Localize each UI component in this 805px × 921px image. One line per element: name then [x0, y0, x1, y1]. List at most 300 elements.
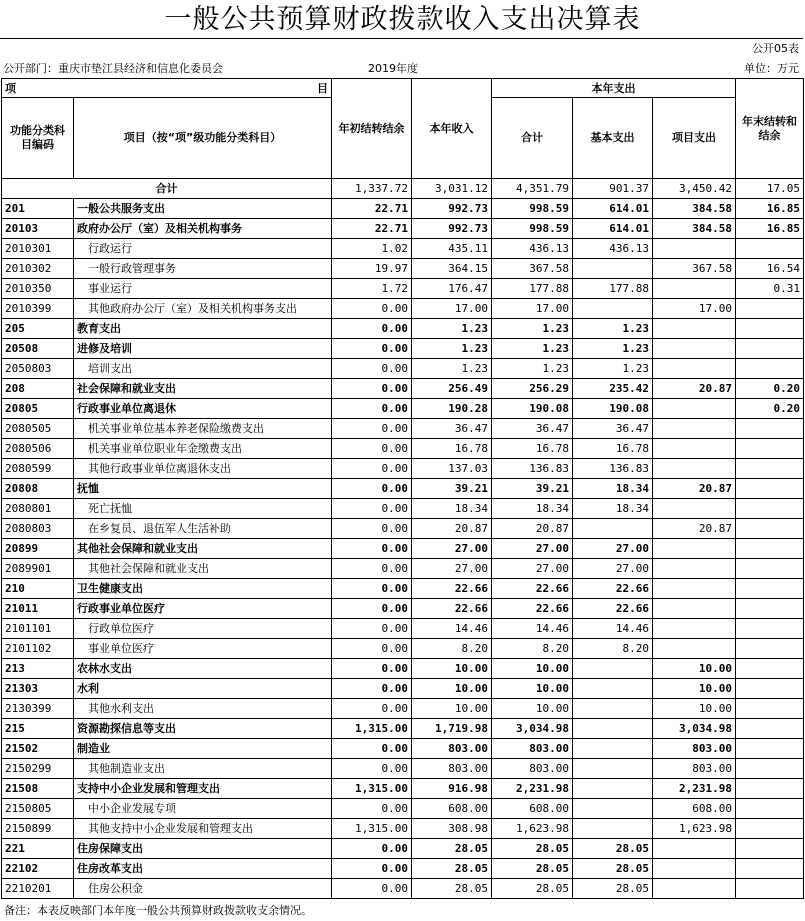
cell-total: 256.29: [492, 379, 573, 399]
cell-name: 水利: [74, 679, 332, 699]
cell-begin: 0.00: [332, 739, 412, 759]
cell-code: 2010399: [2, 299, 74, 319]
header-name: 项目（按“项”级功能分类科目）: [74, 98, 332, 179]
cell-project: 2,231.98: [653, 779, 736, 799]
cell-income: 39.21: [412, 479, 492, 499]
cell-end: 0.20: [736, 379, 804, 399]
cell-project: [653, 359, 736, 379]
table-row: [2, 399, 804, 419]
cell-code: 2101101: [2, 619, 74, 639]
table-row: [2, 199, 804, 219]
cell-total: 436.13: [492, 239, 573, 259]
cell-total: 28.05: [492, 879, 573, 899]
cell-code: 20899: [2, 539, 74, 559]
table-row: [2, 459, 804, 479]
cell-basic: [573, 739, 653, 759]
cell-begin: 1,315.00: [332, 719, 412, 739]
cell-basic: 22.66: [573, 599, 653, 619]
cell-basic: [573, 659, 653, 679]
cell-name: 支持中小企业发展和管理支出: [74, 779, 332, 799]
cell-income: 256.49: [412, 379, 492, 399]
cell-begin: 0.00: [332, 319, 412, 339]
cell-project: 17.00: [653, 299, 736, 319]
cell-code: 21011: [2, 599, 74, 619]
cell-end: 0.31: [736, 279, 804, 299]
table-row: [2, 499, 804, 519]
cell-code: 2080505: [2, 419, 74, 439]
cell-begin: 0.00: [332, 519, 412, 539]
cell-basic: 18.34: [573, 499, 653, 519]
cell-begin: 0.00: [332, 499, 412, 519]
cell-total: 28.05: [492, 839, 573, 859]
cell-income: 1.23: [412, 359, 492, 379]
cell-project: 803.00: [653, 759, 736, 779]
cell-income: 992.73: [412, 219, 492, 239]
table-row: [2, 219, 804, 239]
cell-end: [736, 319, 804, 339]
table-row: [2, 379, 804, 399]
cell-end: 16.85: [736, 219, 804, 239]
header-total: 合计: [492, 98, 573, 179]
cell-project: 10.00: [653, 679, 736, 699]
cell-basic: 16.78: [573, 439, 653, 459]
cell-end: [736, 519, 804, 539]
total-basic: 901.37: [573, 179, 653, 199]
total-end: 17.05: [736, 179, 804, 199]
cell-begin: 0.00: [332, 619, 412, 639]
table-row: [2, 479, 804, 499]
cell-total: 367.58: [492, 259, 573, 279]
cell-name: 机关事业单位基本养老保险缴费支出: [74, 419, 332, 439]
cell-begin: 1,315.00: [332, 779, 412, 799]
cell-income: 1.23: [412, 339, 492, 359]
cell-begin: 0.00: [332, 699, 412, 719]
cell-begin: 0.00: [332, 399, 412, 419]
cell-income: 28.05: [412, 859, 492, 879]
cell-basic: 235.42: [573, 379, 653, 399]
cell-income: 308.98: [412, 819, 492, 839]
cell-code: 2010301: [2, 239, 74, 259]
cell-total: 177.88: [492, 279, 573, 299]
total-label: 合计: [2, 179, 332, 199]
cell-income: 8.20: [412, 639, 492, 659]
cell-end: [736, 819, 804, 839]
total-project: 3,450.42: [653, 179, 736, 199]
cell-basic: [573, 759, 653, 779]
cell-end: [736, 339, 804, 359]
table-row: [2, 519, 804, 539]
form-number-line: [0, 38, 803, 56]
cell-income: 28.05: [412, 879, 492, 899]
cell-code: 2080599: [2, 459, 74, 479]
cell-basic: 18.34: [573, 479, 653, 499]
cell-basic: [573, 299, 653, 319]
cell-total: 608.00: [492, 799, 573, 819]
cell-code: 2010302: [2, 259, 74, 279]
cell-end: [736, 599, 804, 619]
cell-total: 28.05: [492, 859, 573, 879]
cell-project: [653, 239, 736, 259]
cell-basic: [573, 259, 653, 279]
header-code: 功能分类科目编码: [2, 98, 74, 179]
cell-code: 20508: [2, 339, 74, 359]
cell-name: 事业单位医疗: [74, 639, 332, 659]
cell-name: 卫生健康支出: [74, 579, 332, 599]
cell-name: 资源勘探信息等支出: [74, 719, 332, 739]
cell-begin: 0.00: [332, 799, 412, 819]
cell-income: 27.00: [412, 539, 492, 559]
header-basic: 基本支出: [573, 98, 653, 179]
cell-basic: [573, 819, 653, 839]
cell-project: 803.00: [653, 739, 736, 759]
cell-total: 10.00: [492, 699, 573, 719]
cell-code: 2050803: [2, 359, 74, 379]
cell-end: [736, 719, 804, 739]
cell-project: 10.00: [653, 699, 736, 719]
cell-begin: 19.97: [332, 259, 412, 279]
table-row: [2, 359, 804, 379]
cell-total: 3,034.98: [492, 719, 573, 739]
cell-begin: 0.00: [332, 299, 412, 319]
cell-income: 435.11: [412, 239, 492, 259]
cell-end: [736, 699, 804, 719]
footnote: 备注：本表反映部门本年度一般公共预算财政拨款收支余情况。: [4, 904, 312, 917]
cell-end: [736, 639, 804, 659]
table-row: [2, 719, 804, 739]
budget-table: [1, 78, 804, 899]
cell-basic: 1.23: [573, 359, 653, 379]
cell-project: [653, 319, 736, 339]
cell-basic: 190.08: [573, 399, 653, 419]
cell-total: 14.46: [492, 619, 573, 639]
cell-name: 其他政府办公厅（室）及相关机构事务支出: [74, 299, 332, 319]
cell-project: [653, 399, 736, 419]
cell-income: 20.87: [412, 519, 492, 539]
cell-end: [736, 779, 804, 799]
cell-income: 190.28: [412, 399, 492, 419]
cell-name: 中小企业发展专项: [74, 799, 332, 819]
cell-name: 住房改革支出: [74, 859, 332, 879]
cell-name: 行政事业单位医疗: [74, 599, 332, 619]
cell-total: 27.00: [492, 539, 573, 559]
cell-name: 其他行政事业单位离退休支出: [74, 459, 332, 479]
table-row: [2, 579, 804, 599]
table-row: [2, 279, 804, 299]
cell-total: 27.00: [492, 559, 573, 579]
cell-code: 21502: [2, 739, 74, 759]
cell-begin: 0.00: [332, 359, 412, 379]
cell-name: 社会保障和就业支出: [74, 379, 332, 399]
cell-income: 1,719.98: [412, 719, 492, 739]
cell-income: 176.47: [412, 279, 492, 299]
cell-income: 18.34: [412, 499, 492, 519]
cell-basic: [573, 799, 653, 819]
cell-project: 10.00: [653, 659, 736, 679]
cell-code: 215: [2, 719, 74, 739]
cell-name: 农林水支出: [74, 659, 332, 679]
cell-income: 803.00: [412, 739, 492, 759]
cell-income: 992.73: [412, 199, 492, 219]
cell-income: 916.98: [412, 779, 492, 799]
cell-begin: 0.00: [332, 879, 412, 899]
cell-name: 住房保障支出: [74, 839, 332, 859]
cell-name: 教育支出: [74, 319, 332, 339]
table-row: [2, 699, 804, 719]
cell-income: 137.03: [412, 459, 492, 479]
header-this-year-exp: 本年支出: [492, 79, 736, 98]
header-item-right: 目: [317, 81, 328, 95]
cell-code: 2101102: [2, 639, 74, 659]
cell-begin: 0.00: [332, 459, 412, 479]
cell-begin: 0.00: [332, 559, 412, 579]
cell-income: 28.05: [412, 839, 492, 859]
cell-project: 3,034.98: [653, 719, 736, 739]
cell-begin: 0.00: [332, 759, 412, 779]
cell-basic: [573, 779, 653, 799]
cell-total: 136.83: [492, 459, 573, 479]
header-income: 本年收入: [412, 79, 492, 179]
cell-name: 一般行政管理事务: [74, 259, 332, 279]
total-total: 4,351.79: [492, 179, 573, 199]
cell-project: 367.58: [653, 259, 736, 279]
cell-end: [736, 479, 804, 499]
cell-name: 其他社会保障和就业支出: [74, 539, 332, 559]
cell-code: 2150899: [2, 819, 74, 839]
table-row: [2, 839, 804, 859]
cell-total: 39.21: [492, 479, 573, 499]
cell-end: [736, 739, 804, 759]
cell-end: [736, 579, 804, 599]
cell-begin: 22.71: [332, 219, 412, 239]
table-row: [2, 799, 804, 819]
cell-name: 机关事业单位职业年金缴费支出: [74, 439, 332, 459]
cell-code: 2080801: [2, 499, 74, 519]
cell-basic: 614.01: [573, 199, 653, 219]
cell-income: 22.66: [412, 579, 492, 599]
cell-total: 18.34: [492, 499, 573, 519]
cell-code: 2089901: [2, 559, 74, 579]
cell-basic: 22.66: [573, 579, 653, 599]
cell-income: 10.00: [412, 679, 492, 699]
cell-begin: 0.00: [332, 539, 412, 559]
cell-code: 2010350: [2, 279, 74, 299]
cell-code: 2150299: [2, 759, 74, 779]
cell-end: [736, 619, 804, 639]
cell-total: 2,231.98: [492, 779, 573, 799]
cell-project: [653, 539, 736, 559]
cell-end: [736, 539, 804, 559]
cell-total: 1,623.98: [492, 819, 573, 839]
cell-end: [736, 459, 804, 479]
cell-end: 0.20: [736, 399, 804, 419]
header-begin: 年初结转结余: [332, 79, 412, 179]
cell-basic: 614.01: [573, 219, 653, 239]
cell-income: 10.00: [412, 659, 492, 679]
cell-basic: 28.05: [573, 839, 653, 859]
table-row: [2, 639, 804, 659]
total-row: [2, 179, 804, 199]
cell-project: [653, 559, 736, 579]
info-line: [0, 59, 803, 76]
cell-income: 10.00: [412, 699, 492, 719]
cell-name: 制造业: [74, 739, 332, 759]
cell-project: [653, 419, 736, 439]
cell-basic: 8.20: [573, 639, 653, 659]
cell-project: 20.87: [653, 519, 736, 539]
total-begin: 1,337.72: [332, 179, 412, 199]
cell-end: [736, 659, 804, 679]
cell-project: [653, 339, 736, 359]
cell-end: [736, 439, 804, 459]
header-item: 项: [5, 81, 16, 95]
table-row: [2, 439, 804, 459]
cell-begin: 0.00: [332, 479, 412, 499]
cell-project: 384.58: [653, 219, 736, 239]
cell-basic: [573, 679, 653, 699]
cell-name: 培训支出: [74, 359, 332, 379]
cell-project: 384.58: [653, 199, 736, 219]
department: 公开部门：重庆市垫江县经济和信息化委员会: [3, 62, 223, 75]
cell-begin: 22.71: [332, 199, 412, 219]
unit-label: 单位：万元: [744, 62, 799, 75]
cell-project: [653, 499, 736, 519]
table-row: [2, 759, 804, 779]
cell-begin: 0.00: [332, 439, 412, 459]
cell-end: [736, 359, 804, 379]
cell-basic: 28.05: [573, 879, 653, 899]
cell-total: 8.20: [492, 639, 573, 659]
cell-total: 1.23: [492, 319, 573, 339]
table-row: [2, 879, 804, 899]
cell-code: 2210201: [2, 879, 74, 899]
cell-end: [736, 239, 804, 259]
cell-total: 803.00: [492, 759, 573, 779]
cell-code: 20805: [2, 399, 74, 419]
cell-name: 住房公积金: [74, 879, 332, 899]
cell-name: 行政事业单位离退休: [74, 399, 332, 419]
cell-end: [736, 799, 804, 819]
cell-income: 803.00: [412, 759, 492, 779]
cell-name: 其他制造业支出: [74, 759, 332, 779]
table-row: [2, 319, 804, 339]
cell-project: 608.00: [653, 799, 736, 819]
table-row: [2, 539, 804, 559]
cell-begin: 0.00: [332, 599, 412, 619]
table-row: [2, 559, 804, 579]
cell-name: 其他社会保障和就业支出: [74, 559, 332, 579]
cell-income: 16.78: [412, 439, 492, 459]
cell-project: [653, 459, 736, 479]
table-row: [2, 679, 804, 699]
cell-project: [653, 859, 736, 879]
cell-code: 201: [2, 199, 74, 219]
cell-begin: 0.00: [332, 659, 412, 679]
cell-project: [653, 279, 736, 299]
cell-begin: 0.00: [332, 339, 412, 359]
cell-total: 1.23: [492, 339, 573, 359]
table-row: [2, 299, 804, 319]
table-row: [2, 859, 804, 879]
cell-basic: 27.00: [573, 559, 653, 579]
cell-begin: 1,315.00: [332, 819, 412, 839]
cell-code: 2130399: [2, 699, 74, 719]
cell-basic: 1.23: [573, 319, 653, 339]
cell-name: 其他水利支出: [74, 699, 332, 719]
cell-total: 10.00: [492, 679, 573, 699]
cell-code: 205: [2, 319, 74, 339]
cell-name: 抚恤: [74, 479, 332, 499]
cell-total: 190.08: [492, 399, 573, 419]
cell-total: 10.00: [492, 659, 573, 679]
cell-code: 20103: [2, 219, 74, 239]
cell-name: 进修及培训: [74, 339, 332, 359]
cell-basic: 436.13: [573, 239, 653, 259]
cell-name: 在乡复员、退伍军人生活补助: [74, 519, 332, 539]
cell-end: [736, 679, 804, 699]
table-row: [2, 599, 804, 619]
cell-name: 其他支持中小企业发展和管理支出: [74, 819, 332, 839]
cell-income: 36.47: [412, 419, 492, 439]
cell-name: 死亡抚恤: [74, 499, 332, 519]
fiscal-year: 2019年度: [368, 62, 418, 75]
cell-name: 政府办公厅（室）及相关机构事务: [74, 219, 332, 239]
cell-begin: 0.00: [332, 859, 412, 879]
cell-begin: 0.00: [332, 379, 412, 399]
cell-name: 行政单位医疗: [74, 619, 332, 639]
cell-total: 17.00: [492, 299, 573, 319]
cell-total: 803.00: [492, 739, 573, 759]
cell-basic: [573, 519, 653, 539]
cell-begin: 0.00: [332, 419, 412, 439]
cell-end: [736, 559, 804, 579]
cell-project: [653, 579, 736, 599]
page-title: 一般公共预算财政拨款收入支出决算表: [164, 4, 641, 35]
cell-code: 2080506: [2, 439, 74, 459]
cell-basic: 27.00: [573, 539, 653, 559]
cell-name: 事业运行: [74, 279, 332, 299]
cell-name: 一般公共服务支出: [74, 199, 332, 219]
cell-code: 221: [2, 839, 74, 859]
table-row: [2, 339, 804, 359]
cell-code: 2150805: [2, 799, 74, 819]
cell-basic: 136.83: [573, 459, 653, 479]
cell-income: 27.00: [412, 559, 492, 579]
cell-income: 14.46: [412, 619, 492, 639]
cell-total: 36.47: [492, 419, 573, 439]
header-item-cell: [2, 79, 332, 98]
cell-income: 364.15: [412, 259, 492, 279]
cell-code: 2080803: [2, 519, 74, 539]
cell-project: 1,623.98: [653, 819, 736, 839]
cell-basic: 28.05: [573, 859, 653, 879]
cell-end: [736, 839, 804, 859]
header-project: 项目支出: [653, 98, 736, 179]
header-end: 年末结转和结余: [736, 79, 804, 179]
cell-project: 20.87: [653, 379, 736, 399]
total-income: 3,031.12: [412, 179, 492, 199]
cell-total: 16.78: [492, 439, 573, 459]
cell-code: 208: [2, 379, 74, 399]
cell-basic: [573, 719, 653, 739]
cell-project: [653, 879, 736, 899]
form-number: 公开05表: [752, 42, 799, 55]
cell-begin: 0.00: [332, 839, 412, 859]
cell-total: 1.23: [492, 359, 573, 379]
cell-end: [736, 859, 804, 879]
cell-basic: 14.46: [573, 619, 653, 639]
cell-end: [736, 299, 804, 319]
cell-begin: 0.00: [332, 579, 412, 599]
